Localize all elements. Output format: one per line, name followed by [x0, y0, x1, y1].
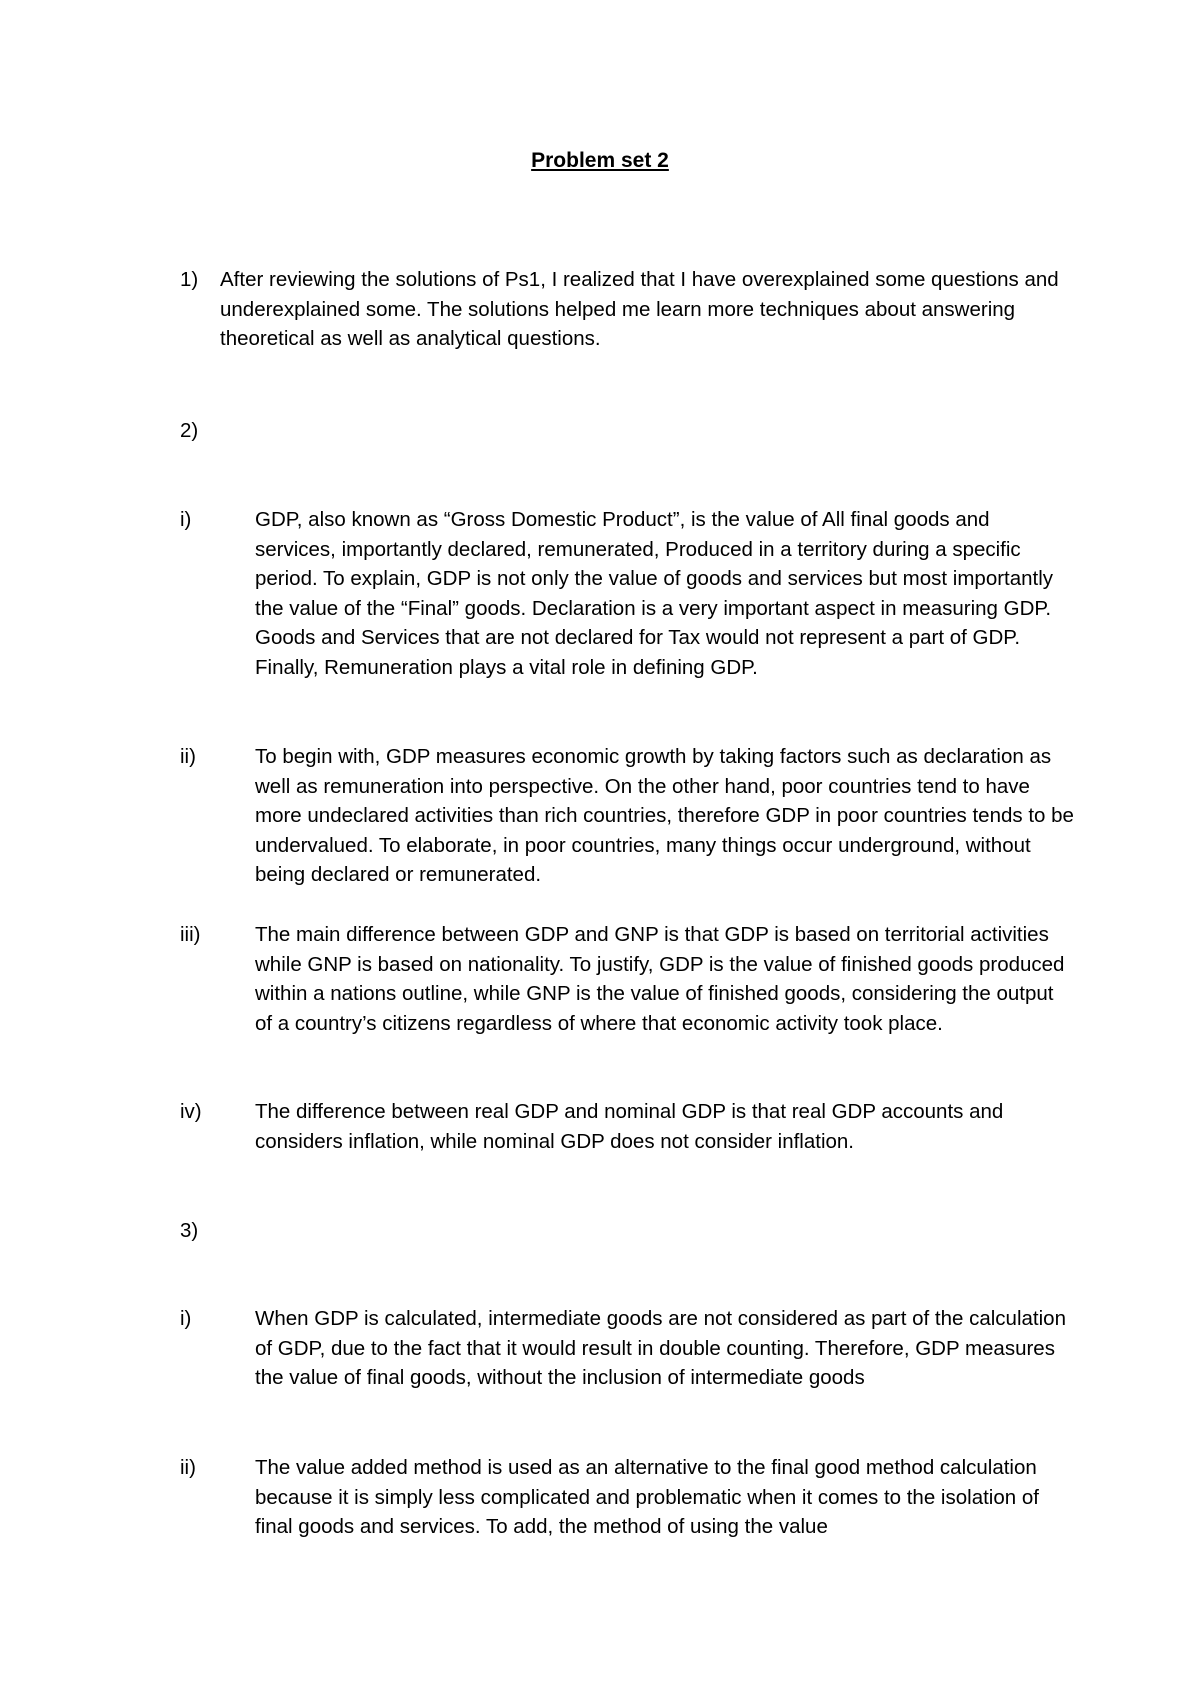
question-2-number: 2) [180, 419, 199, 442]
question-2-part-iv [180, 1097, 1080, 1156]
question-1-number: 1) [180, 268, 199, 291]
question-2-part-ii [180, 742, 1080, 890]
question-2-part-iv-label: iv) [180, 1100, 202, 1123]
question-3-part-ii-text: The value added method is used as an alternative to the final good method calculation because it is simply less complicated and problematic when it comes to the isolation of final goods and services. To add, the method of using the value [255, 1456, 1039, 1538]
question-2-part-i-label: i) [180, 508, 192, 531]
question-3-part-ii [180, 1453, 1080, 1542]
question-2-part-iii-text: The main difference between GDP and GNP is that GDP is based on territorial activities while GNP is based on nationality. To justify, GDP is the value of finished goods produced within a nations outline, while GNP is the value of finished goods, considering the output of a country’s citizens regardless of where that economic activity took place. [255, 923, 1065, 1035]
question-2-part-i-text: GDP, also known as “Gross Domestic Product”, is the value of All final goods and services, importantly declared, remunerated, Produced in a territory during a specific period. To explain, GDP is not only the value of goods and services but most importantly the value of the “Final” goods. Declaration is a very important aspect in measuring GDP. Goods and Services that are not declared for Tax would not represent a part of GDP. Finally, Remuneration plays a vital role in defining GDP. [255, 508, 1054, 679]
question-3-number: 3) [180, 1219, 199, 1242]
question-3-part-i-text: When GDP is calculated, intermediate goods are not considered as part of the calculation of GDP, due to the fact that it would result in double counting. Therefore, GDP measures the value of final goods, without the inclusion of intermediate goods [255, 1307, 1066, 1389]
question-2-part-iii-label: iii) [180, 923, 201, 946]
question-2-part-iii [180, 920, 1080, 1038]
question-1-text: After reviewing the solutions of Ps1, I realized that I have overexplained some questions and underexplained some. The solutions helped me learn more techniques about answering theoretical as well as analytical questions. [220, 268, 1059, 350]
question-3-part-ii-label: ii) [180, 1456, 196, 1479]
question-2-part-ii-text: To begin with, GDP measures economic growth by taking factors such as declaration as well as remuneration into perspective. On the other hand, poor countries tend to have more undeclared activities than rich countries, therefore GDP in poor countries tends to be undervalued. To elaborate, in poor countries, many things occur underground, without being declared or remunerated. [255, 745, 1074, 886]
question-2-part-iv-text: The difference between real GDP and nominal GDP is that real GDP accounts and considers inflation, while nominal GDP does not consider inflation. [255, 1100, 1004, 1153]
question-3-part-i-label: i) [180, 1307, 192, 1330]
question-2-part-ii-label: ii) [180, 745, 196, 768]
page-title: Problem set 2 [531, 149, 669, 172]
question-3-part-i [180, 1304, 1080, 1393]
question-1 [180, 265, 1080, 354]
question-2-part-i [180, 505, 1080, 682]
